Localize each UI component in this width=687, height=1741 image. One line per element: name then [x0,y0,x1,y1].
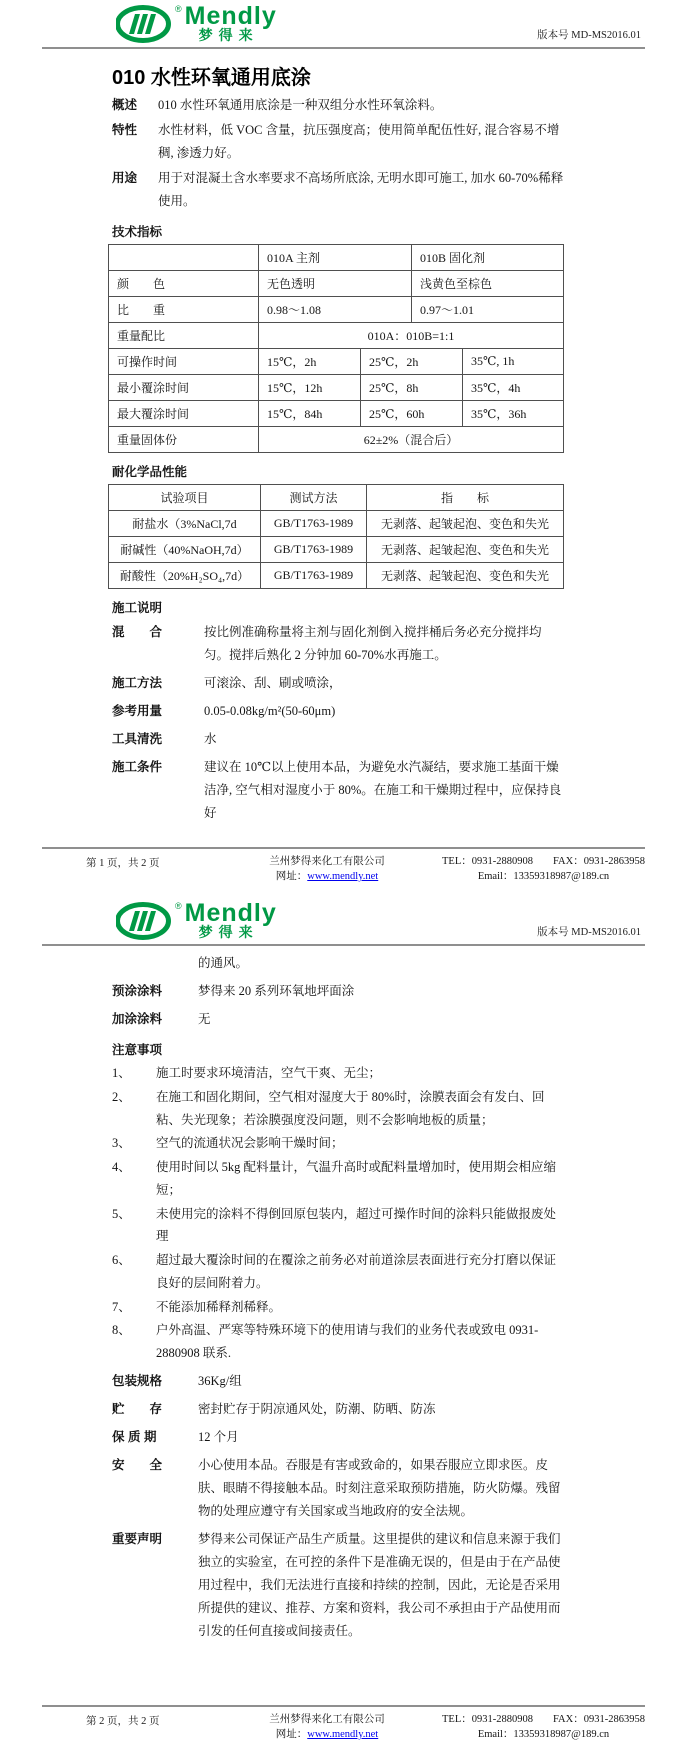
tech-table [108,244,564,453]
section-overview [112,94,564,117]
shelf-life [112,1426,564,1449]
note-item [112,1203,564,1249]
version-label: 版本号 MD-MS2016.01 [537,927,641,938]
tech-table-heading: 技术指标 [112,225,163,239]
note-text: 未使用完的涂料不得倒回原包装内，超过可操作时间的涂料只能做报废处理 [156,1206,557,1244]
chem-cell: 测试方法 [261,485,367,511]
note-number: 2、 [112,1089,131,1104]
tech-cell: 35℃，4h [463,375,564,401]
construction-heading: 施工说明 [112,601,163,615]
important-statement [112,1528,564,1643]
registered-mark: ® [175,901,182,911]
page2-header [0,897,687,944]
brand-logo [116,899,277,940]
note-number: 8、 [112,1323,131,1338]
brand-text [184,899,277,940]
brand-name: Mendly [184,2,277,30]
mendly-logo-icon [116,902,174,940]
header-rule [42,47,645,49]
item-label: 重要声明 [112,1531,163,1546]
tech-cell: 010A 主剂 [259,245,412,271]
storage [112,1398,564,1421]
website-label: 网址： [275,871,308,882]
tech-cell: 15℃，84h [259,401,361,427]
construction-dosage [112,700,564,723]
table-row [109,297,564,323]
tel-text: TEL：0931-2880908 [442,856,533,867]
table-row [109,323,564,349]
chem-cell: 无剥落、起皱起泡、变色和失光 [367,511,564,537]
packing-spec [112,1370,564,1393]
tech-cell: 0.97～1.01 [412,297,564,323]
page-2 [0,897,687,1741]
brand-text [184,2,277,43]
section-text: 用于对混凝土含水率要求不高场所底涂, 无明水即可施工, 加水 60-70%稀释使用。 [158,171,564,208]
tech-cell: 浅黄色至棕色 [412,271,564,297]
precoat-section [112,980,564,1003]
note-item [112,1062,564,1085]
chem-cell: 无剥落、起皱起泡、变色和失光 [367,563,564,589]
tech-cell: 010B 固化剂 [412,245,564,271]
note-text: 在施工和固化期间，空气相对湿度大于 80%时，涂膜表面会有发白、回粘、失光现象；若涂膜强度没问题，则不会影响地板的质量； [156,1089,545,1127]
tech-cell: 最大覆涂时间 [109,401,259,427]
item-text: 0.05-0.08kg/m²(50-60μm) [204,704,336,718]
website-link[interactable]: www.mendly.net [307,871,379,882]
tech-cell: 无色透明 [259,271,412,297]
tech-cell: 25℃，8h [361,375,463,401]
note-number: 6、 [112,1253,131,1267]
note-item [112,1296,564,1319]
page1-footer [0,847,687,883]
note-text: 超过最大覆涂时间的在覆涂之前务必对前道涂层表面进行充分打磨以保证良好的层间附着力。 [156,1253,557,1290]
tel-text: TEL：0931-2880908 [442,1713,533,1725]
chem-cell: 指 标 [367,485,564,511]
item-label: 安 全 [112,1457,163,1472]
footer-contact-block [432,1711,655,1741]
email-label: Email： [477,1728,514,1740]
item-label: 保 质 期 [112,1429,157,1444]
doc-title: 010 水性环氧通用底涂 [112,67,311,89]
fax-text: FAX：0931-2863958 [553,1713,645,1725]
website-link[interactable]: www.mendly.net [307,1728,379,1740]
registered-mark: ® [175,4,182,14]
chem-cell: 无剥落、起皱起泡、变色和失光 [367,537,564,563]
note-text: 不能添加稀释剂稀释。 [156,1299,282,1314]
company-name: 兰州梦得来化工有限公司 [269,1713,385,1725]
item-label: 参考用量 [112,704,163,718]
section-text: 010 水性环氧通用底涂是一种双组分水性环氧涂料。 [158,98,443,112]
item-label: 施工条件 [112,760,163,774]
note-text: 施工时要求环境清洁，空气干爽、无尘； [156,1066,382,1080]
fax-text: FAX：0931-2863958 [553,856,645,867]
construction-mixing [112,621,564,667]
footer-contact-block [432,853,655,883]
chem-cell: 耐盐水（3%NaCl,7d [109,511,261,537]
note-text: 户外高温、严寒等特殊环境下的使用请与我们的业务代表或致电 0931-2880908 联系. [156,1323,539,1360]
page-number: 第 1 页，共 2 页 [86,858,160,869]
chem-cell: GB/T1763-1989 [261,563,367,589]
chem-table-heading: 耐化学品性能 [112,465,188,479]
note-item [112,1319,564,1365]
note-number: 4、 [112,1160,131,1174]
safety [112,1454,564,1523]
brand-name-cn: 梦得来 [198,27,259,43]
table-row [109,485,564,511]
tech-cell: 62±2%（混合后） [259,427,564,453]
website-label: 网址： [275,1728,308,1740]
construction-cleaning [112,728,564,751]
topcoat-section [112,1008,564,1031]
tech-cell: 比 重 [109,297,259,323]
table-row [109,349,564,375]
page1-header [0,0,687,47]
item-text: 可滚涂、刮、刷或喷涂， [204,676,342,690]
item-text: 12 个月 [198,1429,239,1444]
tech-cell: 35℃, 1h [463,349,564,375]
item-text: 36Kg/组 [198,1373,242,1388]
item-label: 包装规格 [112,1373,163,1388]
table-row [109,511,564,537]
notes-heading: 注意事项 [112,1043,163,1057]
tech-cell: 重量固体份 [109,427,259,453]
item-label: 贮 存 [112,1401,163,1416]
chem-cell: 试验项目 [109,485,261,511]
table-row [109,375,564,401]
item-label: 混 合 [112,625,163,639]
item-text: 建议在 10℃以上使用本品，为避免水汽凝结，要求施工基面干燥洁净, 空气相对湿度小于 80%。在施工和干燥期过程中，应保持良好 [204,760,562,820]
item-label: 加涂涂料 [112,1012,163,1026]
item-text: 无 [198,1012,211,1026]
section-features [112,119,564,165]
tech-cell: 010A：010B=1:1 [259,323,564,349]
tech-cell: 0.98～1.08 [259,297,412,323]
section-text: 水性材料，低 VOC 含量，抗压强度高；使用简单配伍性好, 混合容易不增稠, 渗透力好。 [158,123,560,160]
note-number: 1、 [112,1066,131,1080]
item-text: 小心使用本品。吞服是有害或致命的，如果吞服应立即求医。皮肤、眼睛不得接触本品。时刻注意采取预防措施，防火防爆。残留物的处理应遵守有关国家或当地政府的安全法规。 [198,1457,561,1518]
header-rule [42,944,645,946]
table-row [109,401,564,427]
item-text: 水 [204,732,217,746]
email-text: 13359318987@189.cn [513,1728,610,1740]
brand-name: Mendly [184,899,277,927]
table-row [109,427,564,453]
section-label: 特性 [112,123,138,137]
email-label: Email： [477,871,514,882]
item-label: 施工方法 [112,676,163,690]
page2-footer [0,1705,687,1741]
tech-cell: 15℃，12h [259,375,361,401]
tech-cell: 15℃，2h [259,349,361,375]
construction-conditions [112,756,564,825]
tech-cell: 25℃，60h [361,401,463,427]
footer-company-block [238,1711,416,1741]
construction-method [112,672,564,695]
tech-cell: 重量配比 [109,323,259,349]
email-text: 13359318987@189.cn [513,871,610,882]
brand-logo [116,2,277,43]
item-text: 梦得来公司保证产品生产质量。这里提供的建议和信息来源于我们独立的实验室，在可控的条件下是准确无误的，但是由于在产品使用过程中，我们无法进行直接和持续的控制，因此，无论是否采用所提供的建议、推荐、方案和资料，我公司不承担由于产品使用而引发的任何直接或间接责任。 [198,1531,561,1638]
chem-cell: GB/T1763-1989 [261,537,367,563]
note-item [112,1249,564,1295]
table-row [109,537,564,563]
mendly-logo-icon [116,5,174,43]
note-number: 3、 [112,1136,131,1151]
section-label: 概述 [112,98,138,112]
chem-cell: 耐碱性（40%NaOH,7d） [109,537,261,563]
version-label: 版本号 MD-MS2016.01 [537,30,641,41]
note-text: 空气的流通状况会影响干燥时间； [156,1136,344,1151]
tech-cell: 可操作时间 [109,349,259,375]
page-number: 第 2 页，共 2 页 [86,1715,160,1727]
section-usage [112,167,564,213]
item-text: 密封贮存于阴凉通风处，防潮、防晒、防冻 [198,1401,436,1416]
note-item [112,1086,564,1132]
footer-company-block [238,853,416,883]
item-label: 预涂涂料 [112,984,163,998]
note-item [112,1132,564,1155]
continuation-text: 的通风。 [198,956,249,970]
tech-cell: 最小覆涂时间 [109,375,259,401]
chem-cell: 耐酸性（20%H₂SO₄,7d） [109,563,261,589]
tech-cell [109,245,259,271]
table-row [109,271,564,297]
company-name: 兰州梦得来化工有限公司 [269,856,385,867]
chem-cell: GB/T1763-1989 [261,511,367,537]
tech-cell: 25℃，2h [361,349,463,375]
note-text: 使用时间以 5kg 配料量计，气温升高时或配料量增加时，使用期会相应缩短； [156,1160,557,1197]
note-number: 5、 [112,1206,131,1221]
note-item [112,1156,564,1202]
item-text: 按比例准确称量将主剂与固化剂倒入搅拌桶后务必充分搅拌均匀。搅拌后熟化 2 分钟加 60-70%水再施工。 [204,625,542,662]
tech-cell: 颜 色 [109,271,259,297]
note-number: 7、 [112,1299,131,1314]
item-text: 梦得来 20 系列环氧地坪面涂 [198,984,355,998]
table-row [109,245,564,271]
section-label: 用途 [112,171,138,185]
brand-name-cn: 梦得来 [198,924,259,940]
tech-cell: 35℃，36h [463,401,564,427]
chem-table [108,484,564,589]
table-row [109,563,564,589]
item-label: 工具清洗 [112,732,163,746]
